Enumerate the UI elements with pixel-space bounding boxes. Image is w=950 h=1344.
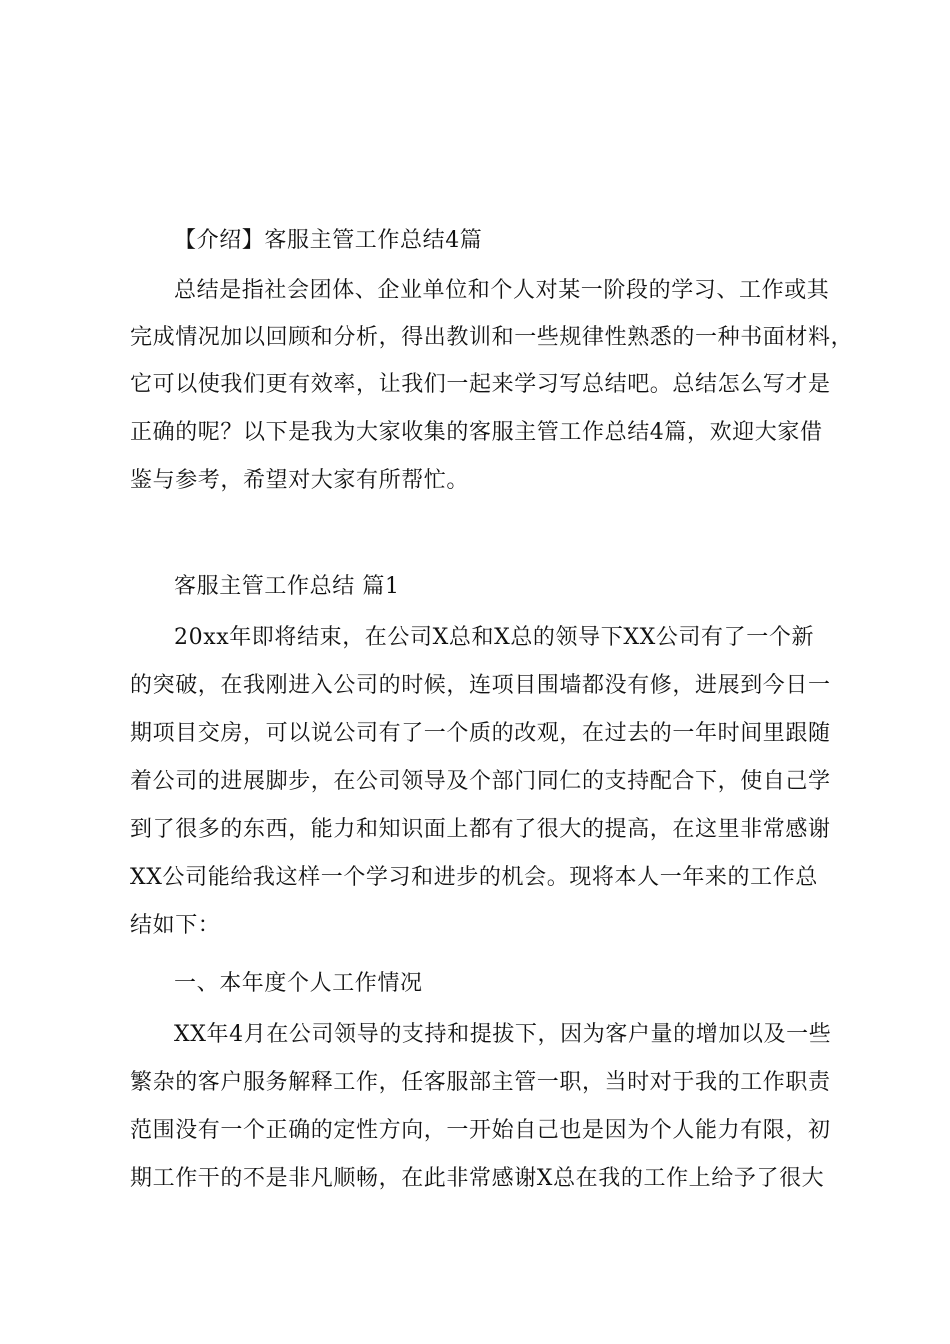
para2-line-1: XX年4月在公司领导的支持和提拔下，因为客户量的增加以及一些	[174, 1022, 832, 1047]
para1-line-3: 期项目交房，可以说公司有了一个质的改观，在过去的一年时间里跟随	[130, 721, 831, 746]
para1-line-5: 到了很多的东西，能力和知识面上都有了很大的提高，在这里非常感谢	[130, 817, 831, 842]
intro-line-4: 正确的呢？以下是我为大家收集的客服主管工作总结4篇，欢迎大家借	[130, 420, 823, 445]
para1-line-4: 着公司的进展脚步，在公司领导及个部门同仁的支持配合下，使自己学	[130, 769, 831, 794]
intro-line-5: 鉴与参考，希望对大家有所帮忙。	[130, 468, 470, 493]
para2-line-4: 期工作干的不是非凡顺畅，在此非常感谢X总在我的工作上给予了很大	[130, 1166, 825, 1191]
para1-line-2: 的突破，在我刚进入公司的时候，连项目围墙都没有修，进展到今日一	[130, 673, 831, 698]
intro-line-1: 总结是指社会团体、企业单位和个人对某一阶段的学习、工作或其	[174, 278, 830, 303]
article-title: 客服主管工作总结 篇1	[174, 574, 400, 599]
intro-heading: 【介绍】客服主管工作总结4篇	[174, 228, 483, 253]
intro-line-2: 完成情况加以回顾和分析，得出教训和一些规律性熟悉的一种书面材料，	[130, 325, 854, 350]
para1-line-6: XX公司能给我这样一个学习和进步的机会。现将本人一年来的工作总	[130, 865, 818, 890]
section1-heading: 一、本年度个人工作情况	[174, 971, 423, 996]
para1-line-1: 20xx年即将结束，在公司X总和X总的领导下XX公司有了一个新	[174, 625, 815, 650]
intro-line-3: 它可以使我们更有效率，让我们一起来学习写总结吧。总结怎么写才是	[130, 372, 831, 397]
para2-line-3: 范围没有一个正确的定性方向，一开始自己也是因为个人能力有限，初	[130, 1118, 831, 1143]
para1-line-7: 结如下：	[130, 913, 221, 938]
para2-line-2: 繁杂的客户服务解释工作，任客服部主管一职，当时对于我的工作职责	[130, 1070, 831, 1095]
